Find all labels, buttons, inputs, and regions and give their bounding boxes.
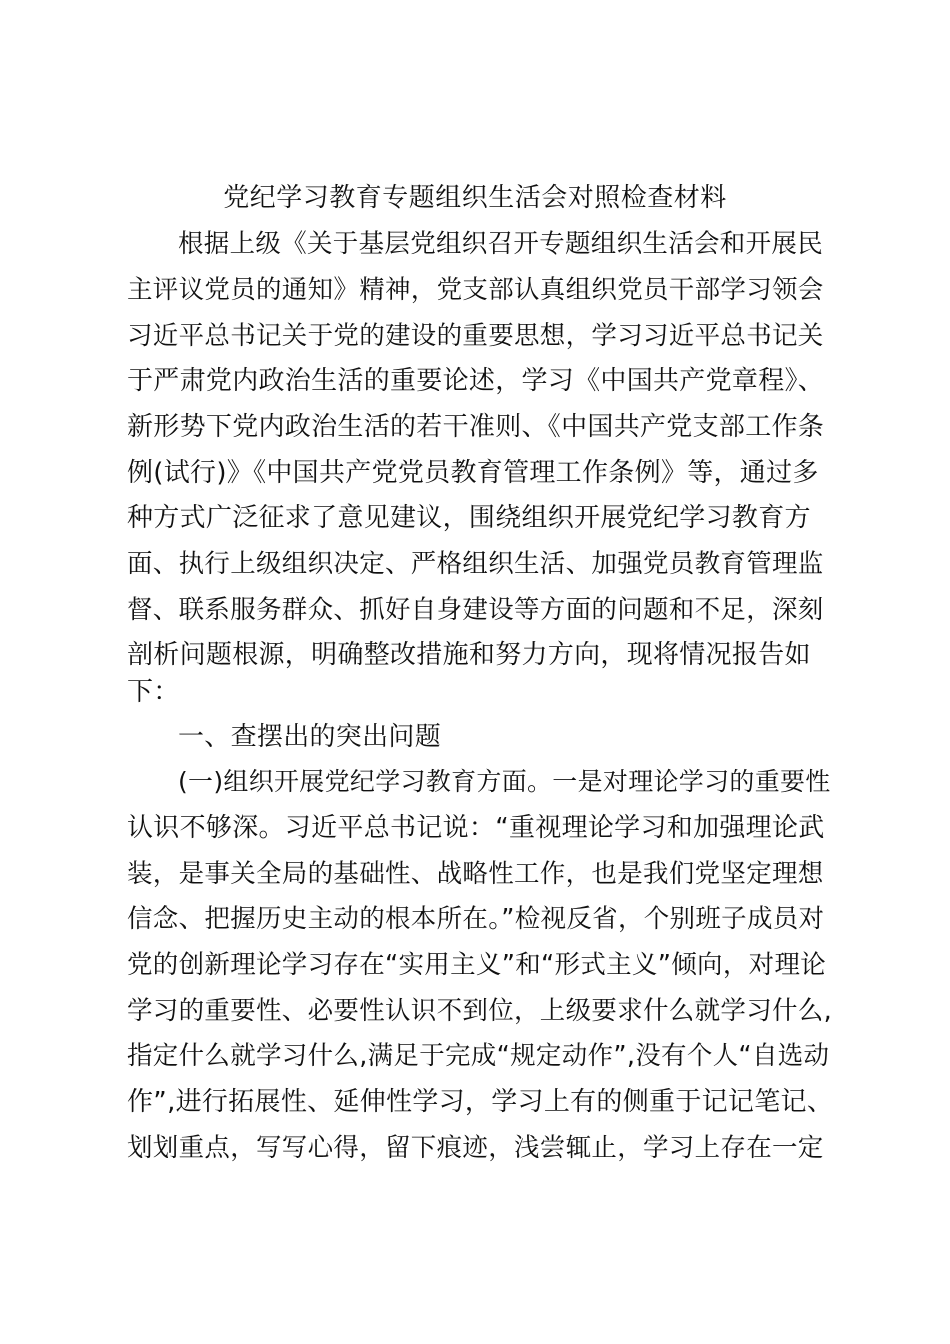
paragraph-line: 党的创新理论学习存在“实用主义”和“形式主义”倾向，对理论 (127, 950, 827, 980)
paragraph-line: 例(试行)》《中国共产党党员教育管理工作条例》等，通过多 (127, 458, 819, 488)
paragraph-line: 装，是事关全局的基础性、战略性工作，也是我们党坚定理想 (127, 859, 824, 889)
paragraph-line: 种方式广泛征求了意见建议，围绕组织开展党纪学习教育方 (127, 503, 811, 533)
paragraph-line: 主评议党员的通知》精神，党支部认真组织党员干部学习领会 (127, 275, 824, 305)
paragraph-line: 下： (127, 677, 180, 707)
paragraph-line: 督、联系服务群众、抓好自身建设等方面的问题和不足，深刻 (127, 595, 824, 625)
paragraph-line: (一)组织开展党纪学习教育方面。一是对理论学习的重要性 (178, 767, 831, 796)
paragraph-line: 学习的重要性、必要性认识不到位，上级要求什么就学习什么, (127, 996, 833, 1026)
paragraph-line: 作”,进行拓展性、延伸性学习，学习上有的侧重于记记笔记、 (127, 1087, 834, 1117)
document-title: 党纪学习教育专题组织生活会对照检查材料 (223, 183, 727, 213)
paragraph-line: 习近平总书记关于党的建设的重要思想，学习习近平总书记关 (127, 321, 824, 351)
paragraph-line: 划划重点，写写心得，留下痕迹，浅尝辄止，学习上存在一定 (127, 1133, 824, 1163)
paragraph-line: 面、执行上级组织决定、严格组织生活、加强党员教育管理监 (127, 549, 824, 579)
paragraph-line: 剖析问题根源，明确整改措施和努力方向，现将情况报告如 (127, 640, 811, 670)
paragraph-line: 根据上级《关于基层党组织召开专题组织生活会和开展民 (178, 229, 824, 259)
section-heading: 一、查摆出的突出问题 (178, 722, 442, 752)
paragraph-line: 新形势下党内政治生活的若干准则、《中国共产党支部工作条 (127, 412, 825, 442)
paragraph-line: 信念、把握历史主动的根本所在。”检视反省，个别班子成员对 (127, 904, 825, 934)
paragraph-line: 于严肃党内政治生活的重要论述，学习《中国共产党章程》、 (127, 366, 825, 396)
paragraph-line: 指定什么就学习什么,满足于完成“规定动作”,没有个人“自选动 (127, 1041, 830, 1071)
paragraph-line: 认识不够深。习近平总书记说：“重视理论学习和加强理论武 (127, 813, 825, 843)
